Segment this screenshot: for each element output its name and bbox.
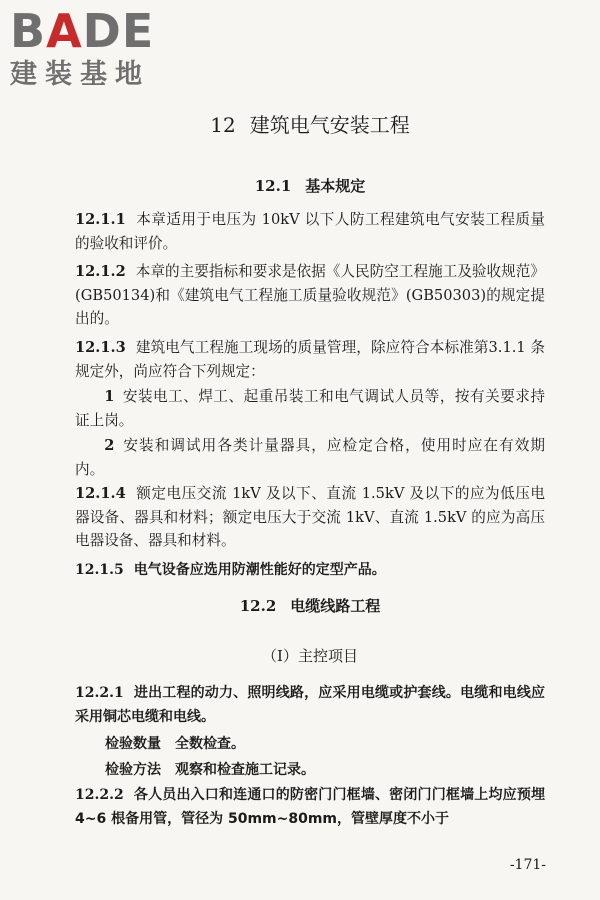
clause-12-1-5: 12.1.5 电气设备应选用防潮性能好的定型产品。 <box>75 562 386 578</box>
clause-12-1-3: 12.1.3 建筑电气工程施工现场的质量管理，除应符合本标准第3.1.1 条规定外，尚应符合下列规定： <box>75 339 545 380</box>
clause-12-1-1: 12.1.1 本章适用于电压为 10kV 以下人防工程建筑电气安装工程质量的验收和评价。 <box>75 211 545 252</box>
page-number: -171- <box>509 857 546 873</box>
clause-12-2-2: 12.2.2 各人员出入口和连通口的防密门门框墙、密闭门门框墙上均应预埋 4~6 根备用管，管径为 50mm~80mm，管壁厚度不小于 <box>75 787 545 827</box>
chapter-number: 12 <box>210 113 236 137</box>
inspection-quantity: 检验数量 全数检查。 <box>105 736 245 752</box>
chapter-heading: 建筑电气安装工程 <box>249 113 410 137</box>
chapter-title <box>75 110 545 140</box>
clause-12-2-1: 12.2.1 进出工程的动力、照明线路，应采用电缆或护套线。电缆和电线应采用铜芯电缆和电线。 <box>75 685 545 725</box>
clause-12-1-3-item-1: 1 安装电工、焊工、起重吊装工和电气调试人员等，按有关要求持证上岗。 <box>75 388 545 429</box>
section-title-12-1: 12.1 基本规定 <box>254 177 366 195</box>
clause-12-1-2: 12.1.2 本章的主要指标和要求是依据《人民防空工程施工及验收规范》(GB50134)和《建筑电气工程施工质量验收规范》(GB50303)的规定提出的。 <box>75 263 546 327</box>
bade-logo <box>10 4 180 92</box>
inspection-method: 检验方法 观察和检查施工记录。 <box>105 762 315 778</box>
section-title-12-2: 12.2 电缆线路工程 <box>239 597 381 615</box>
clause-12-1-4: 12.1.4 额定电压交流 1kV 及以下、直流 1.5kV 及以下的应为低压电器设备、器具和材料；额定电压大于交流 1kV、直流 1.5kV 的应为高压电器设备、器具和材料。 <box>75 485 545 549</box>
clause-12-1-3-item-2: 2 安装和调试用各类计量器具，应检定合格，使用时应在有效期内。 <box>75 437 545 478</box>
logo-wordmark: BADE <box>10 4 155 58</box>
subsection-title: （Ⅰ）主控项目 <box>262 647 358 665</box>
logo-subtitle: 建装基地 <box>10 59 150 90</box>
